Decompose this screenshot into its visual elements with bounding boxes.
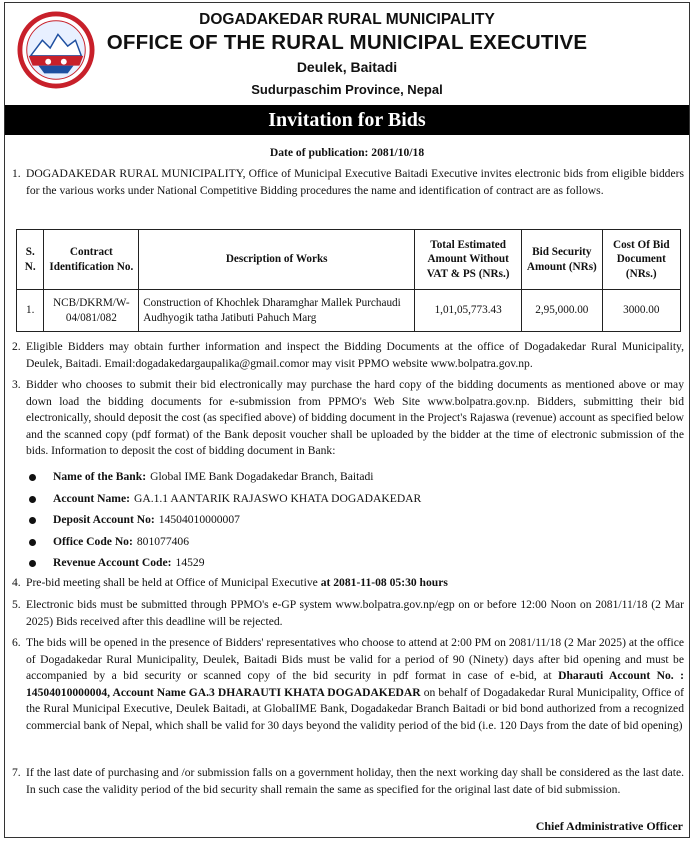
bank-detail-value: GA.1.1 AANTARIK RAJASWO KHATA DOGADAKEDAR: [133, 491, 422, 505]
prebid-meeting-time: at 2081-11-08 05:30 hours: [320, 576, 448, 589]
bank-detail-value: 14504010000007: [158, 513, 240, 527]
paragraph-6: [12, 635, 684, 757]
bullet-icon: [29, 496, 36, 503]
bank-details-list: [29, 467, 669, 575]
contract-table: [16, 229, 681, 332]
notice-page: [4, 2, 690, 838]
paragraph-number: 2.: [12, 340, 21, 353]
paragraph-number: 4.: [12, 576, 21, 589]
table-header-cell: Total Estimated Amount Without VAT & PS (NRs.): [415, 230, 522, 290]
list-item: [29, 467, 669, 489]
bank-detail-value: 14529: [175, 556, 205, 570]
province-line: Sudurpaschim Province, Nepal: [251, 82, 443, 97]
table-cell: 1,01,05,773.43: [415, 290, 522, 332]
signature-line: Chief Administrative Officer: [535, 819, 683, 833]
paragraph-2: [12, 339, 684, 373]
bullet-icon: [29, 517, 36, 524]
paragraph-number: 6.: [12, 636, 21, 649]
bank-detail-label: Deposit Account No:: [53, 513, 155, 527]
table-cell: Construction of Khochlek Dharamghar Mallek Purchaudi Audhyogik tatha Jatibuti Pahuch Marg: [139, 290, 415, 332]
paragraph-7: [12, 765, 684, 815]
paragraph-3: [12, 377, 684, 463]
deposit-account-details: Dharauti Account No. : 14504010000004, Account Name GA.3 DHARAUTI KHATA DOGADAKEDAR: [26, 669, 684, 699]
table-header-cell: Bid Security Amount (NRs): [522, 230, 602, 290]
paragraph-text: Bidder who chooses to submit their bid electronically may purchase the hard copy of the bidding documents as mentioned above or may down load the bidding documents for e-submission from PPMO's Web Site www.bolpatra.gov.np. Bidders, submitting their bid electronically, should deposit the cost (as specified above) of bidding document in the Project's Rajaswa (revenue) account as specified below and the scanned copy (pdf format) of the Bank deposit voucher shall be uploaded by the bidder at the time of electronic submission of the bids. Information to deposit the cost of bidding document in Bank:: [26, 378, 684, 458]
table-header-cell: Cost Of Bid Document (NRs.): [602, 230, 680, 290]
paragraph-text: Electronic bids must be submitted through PPMO's e-GP system www.bolpatra.gov.np/egp on or before 12:00 Noon on 2081/11/18 (2 Mar 2025) Bids received after this deadline will be rejected.: [26, 598, 684, 628]
list-item: [29, 553, 669, 575]
list-item: [29, 532, 669, 554]
paragraph-text: DOGADAKEDAR RURAL MUNICIPALITY, Office of Municipal Executive Baitadi Executive invites electronic bids from eligible bidders for the various works under National Competitive Bidding procedures the name and identification of contract are as follows.: [26, 167, 684, 197]
bank-detail-label: Office Code No:: [53, 534, 133, 548]
paragraph-number: 1.: [12, 167, 21, 180]
paragraph-4: [12, 575, 684, 592]
bank-detail-value: 801077406: [136, 534, 190, 548]
address-line: Deulek, Baitadi: [296, 59, 398, 75]
notice-header: [5, 3, 689, 105]
table-header-row: [17, 230, 681, 290]
office-title: OFFICE OF THE RURAL MUNICIPAL EXECUTIVE: [106, 31, 588, 54]
bullet-icon: [29, 560, 36, 567]
bank-detail-label: Revenue Account Code:: [53, 556, 172, 570]
paragraph-text: Pre-bid meeting shall be held at Office of Municipal Executive at 2081-11-08 05:30 hours: [26, 576, 448, 589]
paragraph-number: 7.: [12, 766, 21, 779]
publication-date: Date of publication: 2081/10/18: [269, 146, 425, 159]
bank-detail-value: Global IME Bank Dogadakedar Branch, Baitadi: [150, 470, 374, 484]
bullet-icon: [29, 539, 36, 546]
table-row: [17, 290, 681, 332]
table-cell: 1.: [17, 290, 44, 332]
list-item: [29, 510, 669, 532]
table-cell: 2,95,000.00: [522, 290, 602, 332]
list-item: [29, 489, 669, 511]
paragraph-1: [12, 166, 684, 216]
table-cell: 3000.00: [602, 290, 680, 332]
municipality-name: DOGADAKEDAR RURAL MUNICIPALITY: [199, 11, 495, 28]
table-header-cell: Description of Works: [139, 230, 415, 290]
bank-detail-label: Name of the Bank:: [53, 470, 147, 484]
paragraph-number: 5.: [12, 598, 21, 611]
table-header-cell: S. N.: [17, 230, 44, 290]
bank-detail-label: Account Name:: [53, 491, 130, 505]
paragraph-text: If the last date of purchasing and /or submission falls on a government holiday, then the next working day shall be considered as the last date. In such case the validity period of the bid security shall remain the same as specified for the original last date of bid submission.: [26, 766, 684, 796]
paragraph-text: Eligible Bidders may obtain further information and inspect the Bidding Documents at the office of Dogadakedar Rural Municipality, Deulek, Baitadi. Email:dogadakedargaupalika@gmail.comor may visit PPMO website www.bolpatra.gov.np.: [26, 340, 684, 370]
notice-title-banner: Invitation for Bids: [5, 105, 689, 135]
bullet-icon: [29, 474, 36, 481]
paragraph-5: [12, 597, 684, 631]
table-header-cell: Contract Identification No.: [44, 230, 139, 290]
paragraph-text: The bids will be opened in the presence of Bidders' representatives who choose to attend at 2:00 PM on 2081/11/18 (2 Mar 2025) at the office of Dogadakedar Rural Municipality, Deulek, Baitadi Bids must be valid for a period of 90 (Ninety) days after bid opening and must be accompanied by a bid security or scanned copy of the bid security in pdf format in case of e-bid, at Dharauti Account No. : 14504010000004, Account Name GA.3 DHARAUTI KHATA DOGADAKEDAR on behalf of Dogadakedar Rural Municipality, Office of the Rural Municipal Executive, Deulek Baitadi, at GlobalIME Bank, Dogadakedar Branch Baitadi or bid bond authorized from a recognized commercial bank of Nepal, which shall be valid for 30 days beyond the validity period of the bid (i.e. 120 Days from the date of bid opening): [26, 636, 684, 732]
paragraph-number: 3.: [12, 378, 21, 391]
table-cell: NCB/DKRM/W-04/081/082: [44, 290, 139, 332]
